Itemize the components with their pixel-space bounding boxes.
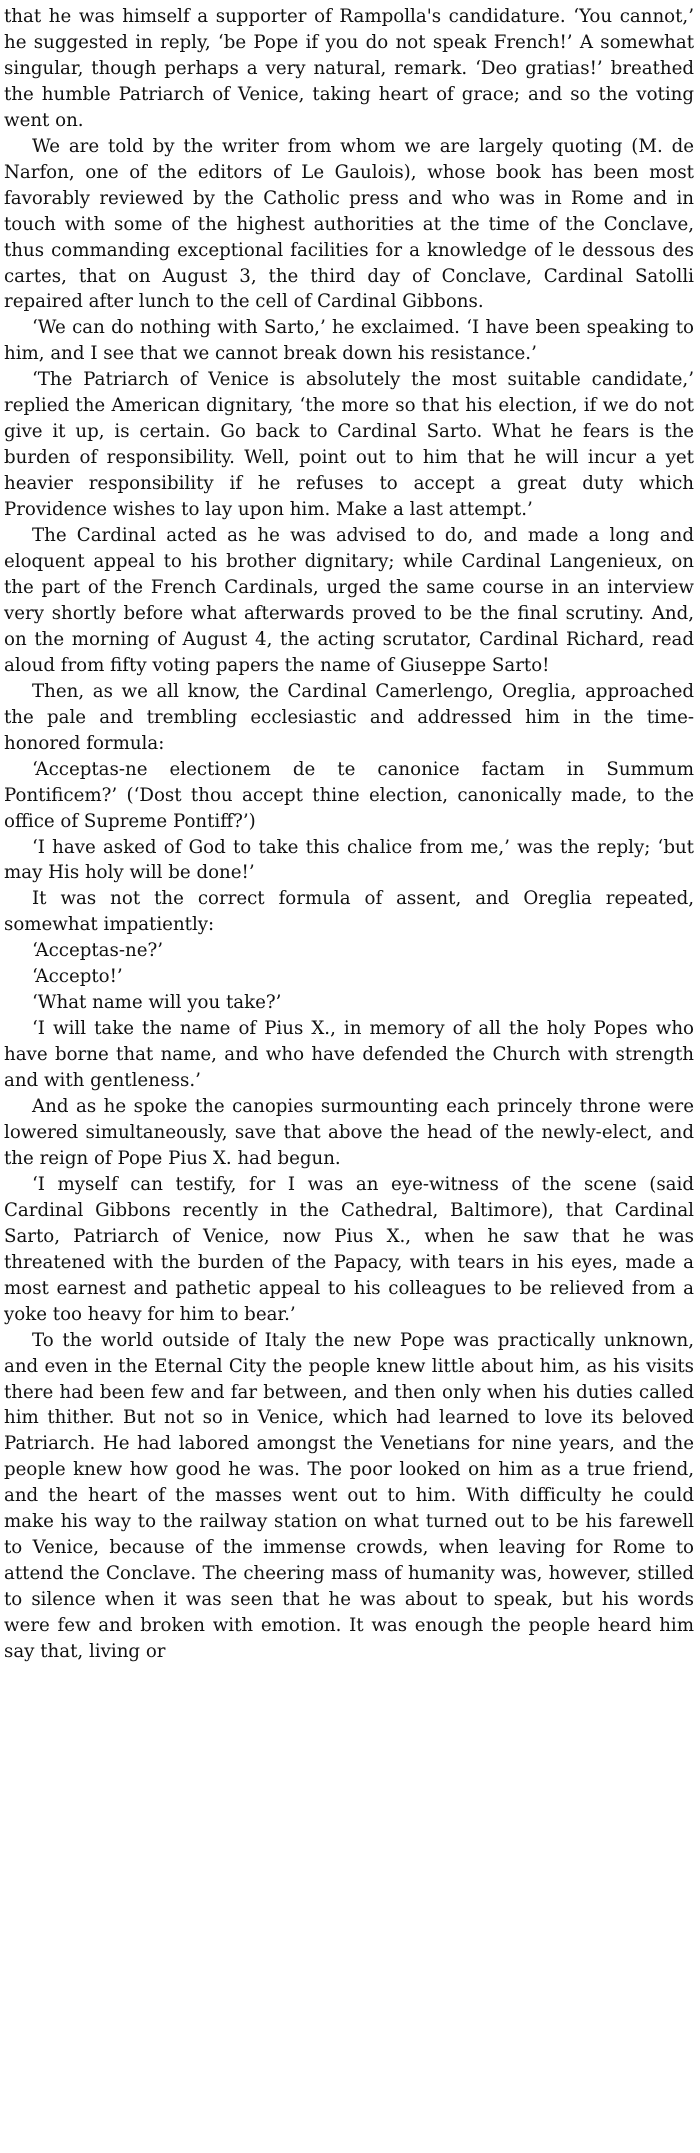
paragraph-5: The Cardinal acted as he was advised to do, and made a long and eloquent appeal to his brother dignitary; while Cardinal Langenieux, on the part of the French Cardinals, urged the same course in an interview very shortly before what afterwards proved to be the final scrutiny. And, on the morning of August 4, the acting scrutator, Cardinal Richard, read aloud from fifty voting papers the name of Giuseppe Sarto! — [4, 525, 694, 676]
paragraph-10: ‘Acceptas-ne?’ — [32, 940, 163, 962]
paragraph-1: that he was himself a supporter of Rampolla's candidature. ‘You cannot,’ he suggested in reply, ‘be Pope if you do not speak French!’ A somewhat singular, though perhaps a very natural, remark. ‘Deo gratias!’ breathed the humble Patriarch of Venice, taking heart of grace; and so the voting went on. — [4, 6, 694, 131]
paragraph-11: ‘Accepto!’ — [32, 966, 123, 988]
paragraph-14: And as he spoke the canopies surmounting each princely throne were lowered simultaneously, save that above the head of the newly-elect, and the reign of Pope Pius X. had begun. — [4, 1096, 694, 1169]
paragraph-3: ‘We can do nothing with Sarto,’ he exclaimed. ‘I have been speaking to him, and I see that we cannot break down his resistance.’ — [4, 317, 694, 365]
paragraph-16: To the world outside of Italy the new Pope was practically unknown, and even in the Eternal City the people knew little about him, as his visits there had been few and far between, and then only when his duties called him thither. But not so in Venice, which had learned to love its beloved Patriarch. He had labored amongst the Venetians for nine years, and the people knew how good he was. The poor looked on him as a true friend, and the heart of the masses went out to him. With difficulty he could make his way to the railway station on what turned out to be his farewell to Venice, because of the immense crowds, when leaving for Rome to attend the Conclave. The cheering mass of humanity was, however, stilled to silence when it was seen that he was about to speak, but his words were few and broken with emotion. It was enough the people heard him say that, living or — [4, 1329, 694, 1663]
paragraph-12: ‘What name will you take?’ — [32, 992, 282, 1014]
paragraph-13: ‘I will take the name of Pius X., in memory of all the holy Popes who have borne that name, and who have defended the Church with strength and with gentleness.’ — [4, 1018, 694, 1092]
paragraph-15: ‘I myself can testify, for I was an eye-witness of the scene (said Cardinal Gibbons recently in the Cathedral, Baltimore), that Cardinal Sarto, Patriarch of Venice, now Pius X., when he saw that he was threatened with the burden of the Papacy, with tears in his eyes, made a most earnest and pathetic appeal to his colleagues to be relieved from a yoke too heavy for him to bear.’ — [4, 1173, 694, 1325]
paragraph-9: It was not the correct formula of assent, and Oreglia repeated, somewhat impatiently: — [4, 888, 694, 936]
paragraph-4: ‘The Patriarch of Venice is absolutely the most suitable candidate,’ replied the American dignitary, ‘the more so that his election, if we do not give it up, is certain. Go back to Cardinal Sarto. What he fears is the burden of responsibility. Well, point out to him that he will incur a yet heavier responsibility if he refuses to accept a great duty which Providence wishes to lay upon him. Make a last attempt.’ — [4, 369, 694, 521]
paragraph-6: Then, as we all know, the Cardinal Camerlengo, Oreglia, approached the pale and trembling ecclesiastic and addressed him in the time-honored formula: — [4, 680, 694, 754]
paragraph-7: ‘Acceptas-ne electionem de te canonice factam in Summum Pontificem?’ (‘Dost thou accept thine election, canonically made, to the office of Supreme Pontiff?’) — [4, 758, 694, 832]
paragraph-2: We are told by the writer from whom we are largely quoting (M. de Narfon, one of the editors of Le Gaulois), whose book has been most favorably reviewed by the Catholic press and who was in Rome and in touch with some of the highest authorities at the time of the Conclave, thus commanding exceptional facilities for a knowledge of le dessous des cartes, that on August 3, the third day of Conclave, Cardinal Satolli repaired after lunch to the cell of Cardinal Gibbons. — [4, 135, 694, 313]
paragraph-8: ‘I have asked of God to take this chalice from me,’ was the reply; ‘but may His holy will be done!’ — [4, 836, 694, 884]
